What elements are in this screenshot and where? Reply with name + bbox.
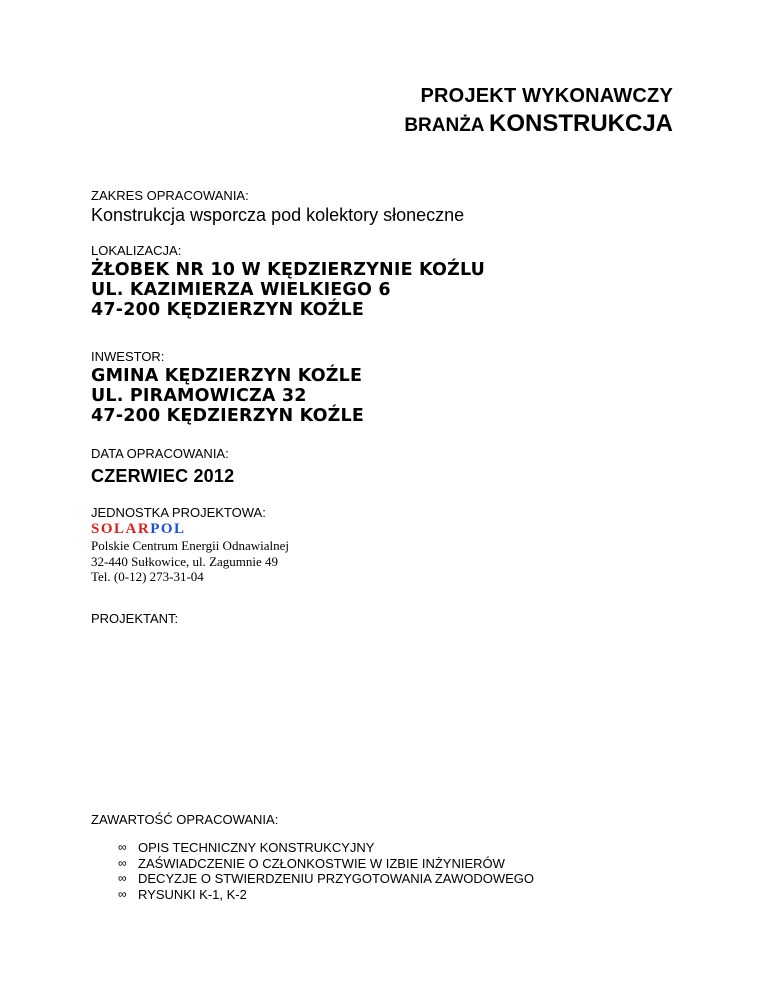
data-label: DATA OPRACOWANIA:	[91, 446, 229, 461]
document-title-line2	[404, 110, 673, 138]
data-value: CZERWIEC 2012	[91, 466, 235, 486]
list-item-text: ZAŚWIADCZENIE O CZŁONKOSTWIE W IZBIE INŻYNIERÓW	[138, 855, 505, 871]
document-title-line1: PROJEKT WYKONAWCZY	[420, 85, 673, 107]
infinity-bullet-icon: ∞	[118, 840, 127, 854]
contents-list	[118, 840, 534, 902]
inwestor-line: 47-200 KĘDZIERZYN KOŹLE	[91, 406, 365, 426]
projektant-label: PROJEKTANT:	[91, 611, 179, 626]
solarpol-logo	[91, 521, 186, 537]
inwestor-line: GMINA KĘDZIERZYN KOŹLE	[91, 366, 363, 386]
list-item	[118, 871, 534, 887]
list-item-text: OPIS TECHNICZNY KONSTRUKCYJNY	[138, 840, 375, 855]
logo-part-pol: POL	[150, 521, 186, 537]
lokalizacja-line: ŻŁOBEK NR 10 W KĘDZIERZYNIE KOŹLU	[91, 260, 486, 280]
list-item-text: RYSUNKI K-1, K-2	[138, 886, 247, 902]
inwestor-label: INWESTOR:	[91, 349, 165, 364]
jednostka-address	[91, 538, 289, 585]
inwestor-line: UL. PIRAMOWICZA 32	[91, 386, 307, 406]
lokalizacja-line: UL. KAZIMIERZA WIELKIEGO 6	[91, 280, 391, 300]
inwestor-address	[91, 366, 364, 426]
lokalizacja-line: 47-200 KĘDZIERZYN KOŹLE	[91, 300, 365, 320]
zawartosc-label: ZAWARTOŚĆ OPRACOWANIA:	[91, 812, 279, 827]
infinity-bullet-icon: ∞	[118, 871, 127, 885]
jednostka-line: Polskie Centrum Energii Odnawialnej	[91, 538, 289, 553]
list-item-text: DECYZJE O STWIERDZENIU PRZYGOTOWANIA ZAWODOWEGO	[138, 871, 535, 886]
jednostka-line: 32-440 Sułkowice, ul. Zagumnie 49	[91, 553, 279, 569]
title-branch-name: KONSTRUKCJA	[488, 110, 673, 137]
list-item	[118, 856, 534, 872]
zakres-label: ZAKRES OPRACOWANIA:	[91, 188, 249, 203]
list-item	[118, 840, 534, 856]
lokalizacja-label: LOKALIZACJA:	[91, 243, 182, 258]
zakres-value: Konstrukcja wsporcza pod kolektory słoneczne	[91, 205, 465, 225]
logo-part-solar: SOLAR	[91, 521, 151, 537]
infinity-bullet-icon: ∞	[118, 855, 127, 870]
list-item	[118, 887, 534, 903]
infinity-bullet-icon: ∞	[118, 886, 127, 901]
jednostka-line: Tel. (0-12) 273-31-04	[91, 569, 204, 584]
title-branch-prefix: BRANŻA	[404, 115, 485, 136]
lokalizacja-address	[91, 260, 485, 320]
jednostka-label: JEDNOSTKA PROJEKTOWA:	[91, 505, 266, 520]
